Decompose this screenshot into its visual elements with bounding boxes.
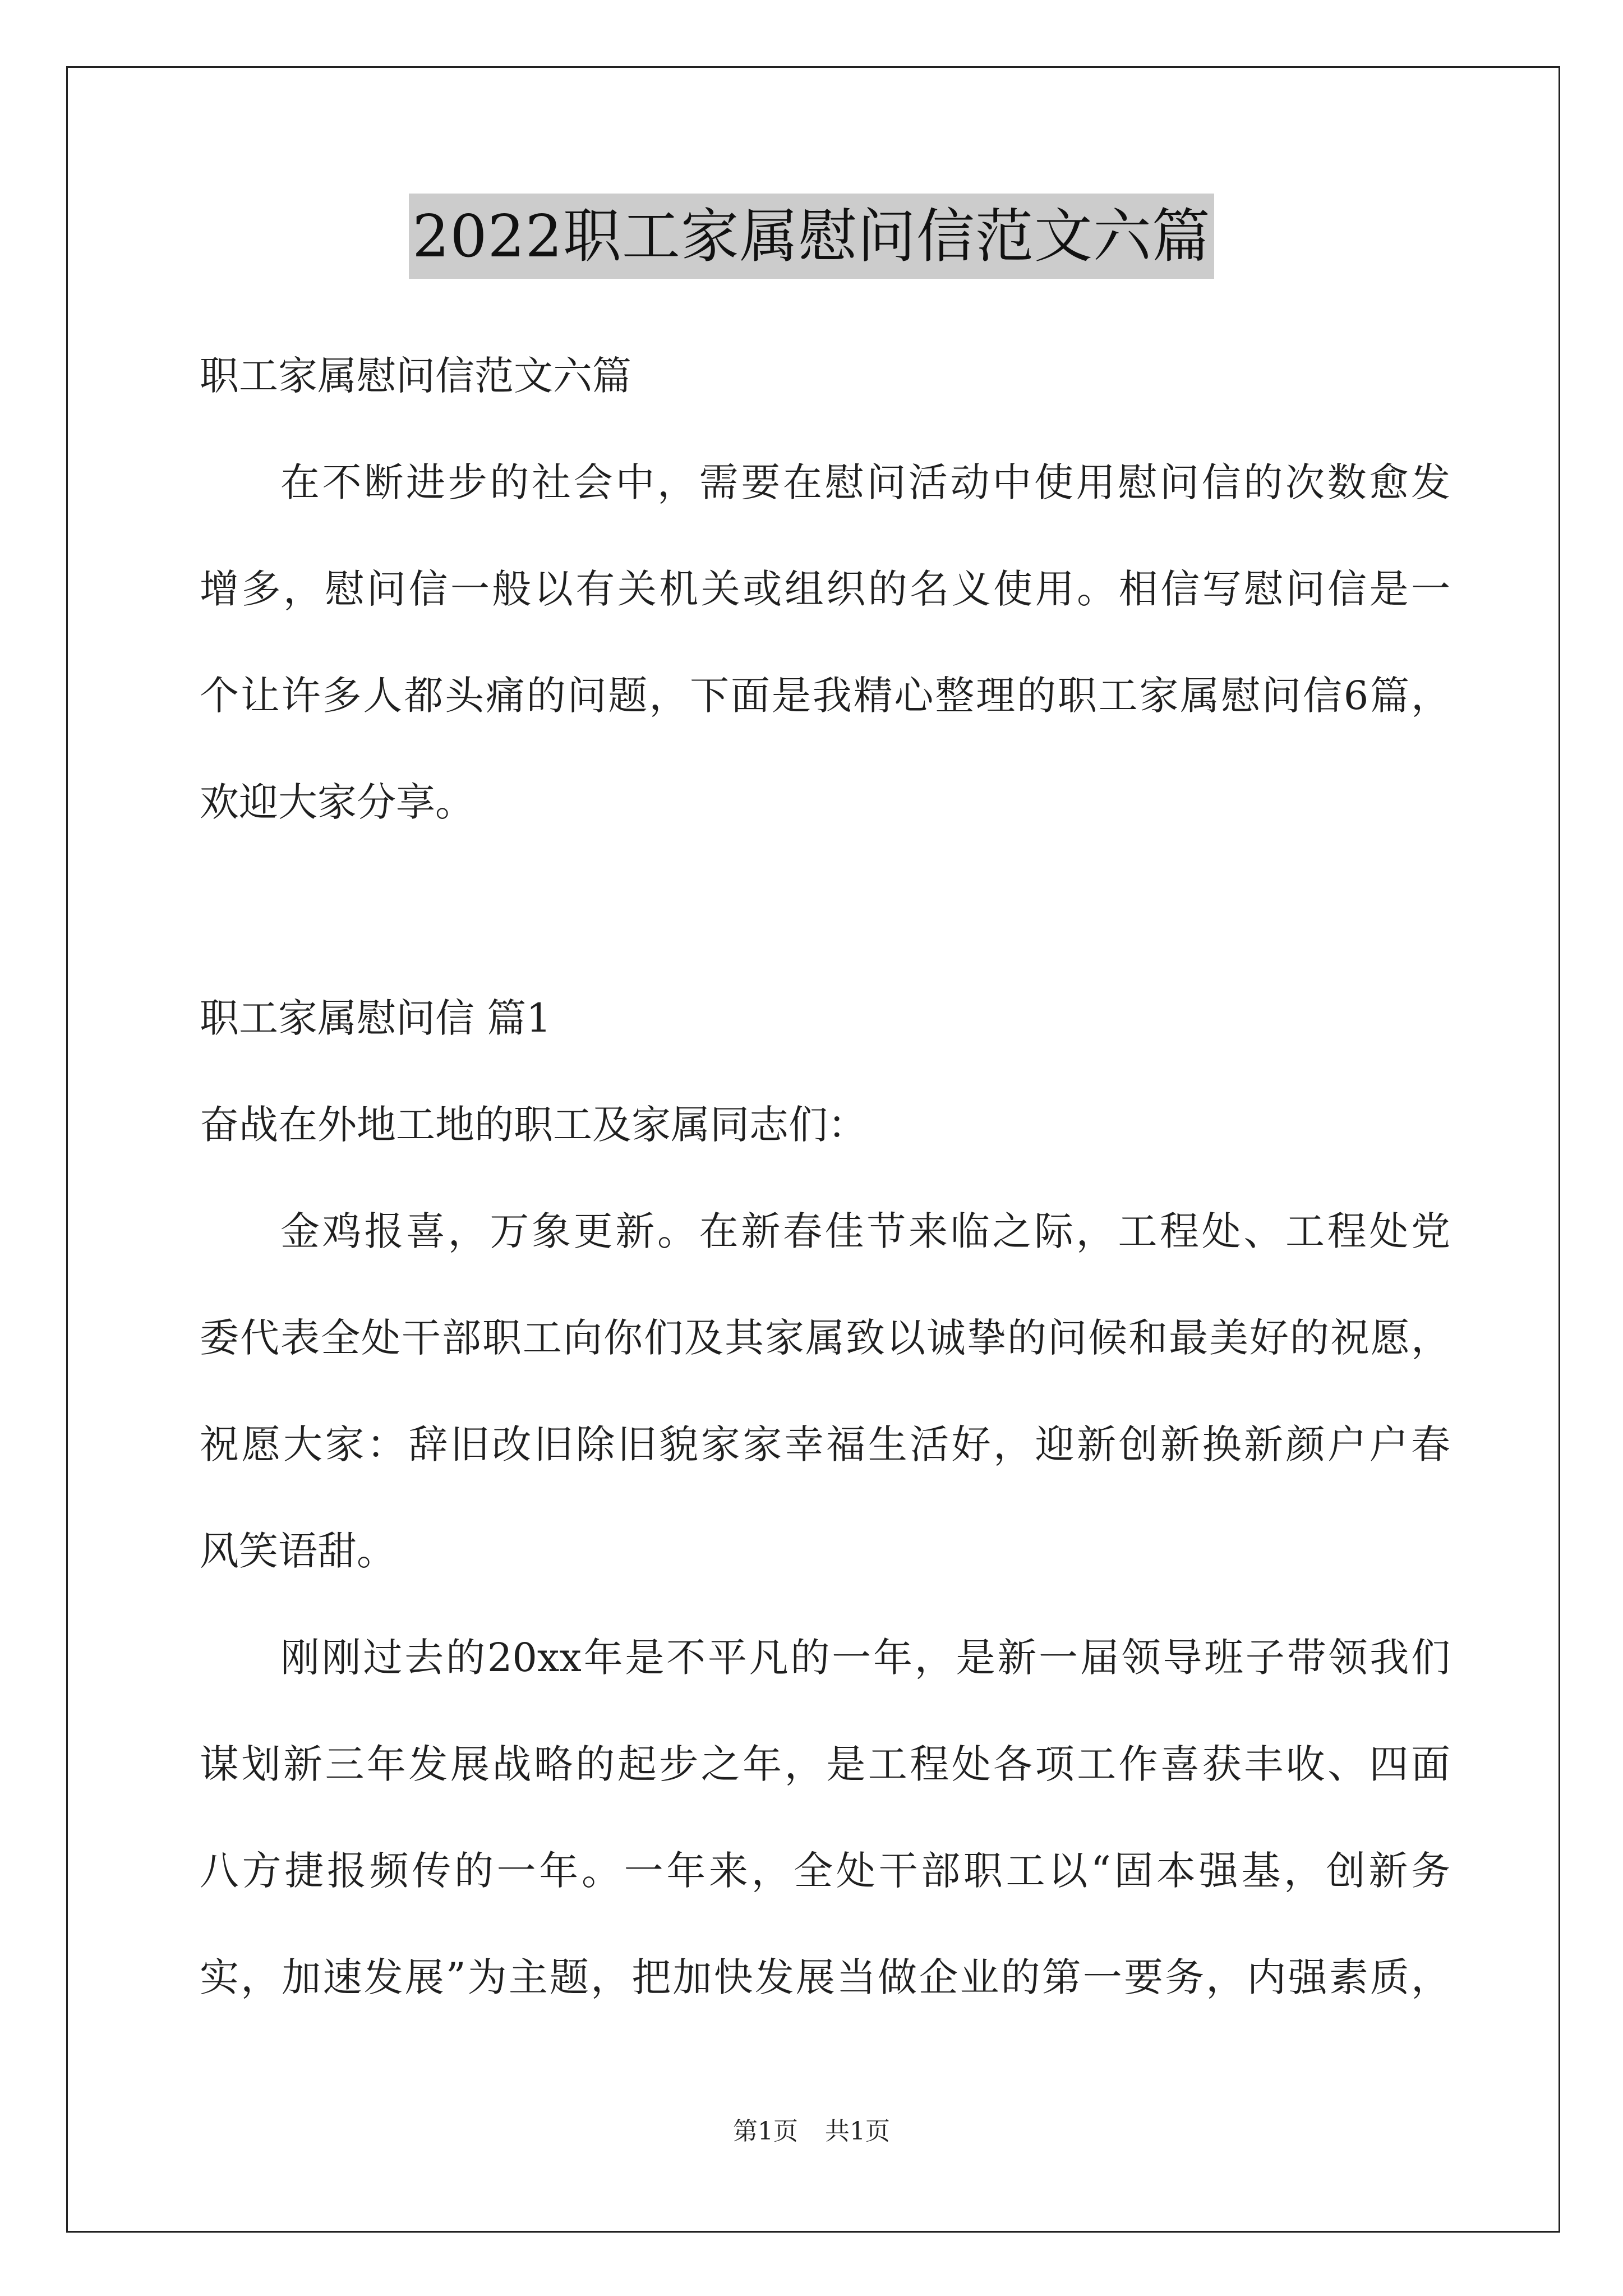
section-heading: 职工家属慰问信 篇1: [200, 995, 551, 1041]
para1-line: 委代表全处干部职工向你们及其家属致以诚挚的问候和最美好的祝愿，: [200, 1315, 1450, 1361]
para1-line: 风笑语甜。: [200, 1528, 396, 1574]
para2-line: 实，加速发展”为主题，把加快发展当做企业的第一要务，内强素质，: [200, 1954, 1450, 2000]
intro-line: 增多，慰问信一般以有关机关或组织的名义使用。相信写慰问信是一: [200, 566, 1450, 612]
para2-line: 八方捷报频传的一年。一年来，全处干部职工以“固本强基，创新务: [200, 1848, 1450, 1894]
intro-line: 欢迎大家分享。: [200, 779, 474, 825]
para2-line: 刚刚过去的20xx年是不平凡的一年，是新一届领导班子带领我们: [280, 1635, 1450, 1681]
para1-line: 金鸡报喜，万象更新。在新春佳节来临之际，工程处、工程处党: [280, 1208, 1450, 1254]
page-total-label: 共1页: [825, 2117, 890, 2146]
page-number-label: 第1页: [733, 2117, 798, 2146]
intro-line: 在不断进步的社会中，需要在慰问活动中使用慰问信的次数愈发: [280, 459, 1450, 505]
document-title: 2022职工家属慰问信范文六篇: [409, 194, 1214, 279]
document-subtitle: 职工家属慰问信范文六篇: [200, 353, 631, 399]
salutation: 奋战在外地工地的职工及家属同志们：: [200, 1102, 867, 1148]
para2-line: 谋划新三年发展战略的起步之年，是工程处各项工作喜获丰收、四面: [200, 1741, 1450, 1787]
page-footer: [0, 2115, 1623, 2148]
para1-line: 祝愿大家：辞旧改旧除旧貌家家幸福生活好，迎新创新换新颜户户春: [200, 1421, 1450, 1467]
title-container: [0, 194, 1623, 279]
intro-line: 个让许多人都头痛的问题，下面是我精心整理的职工家属慰问信6篇，: [200, 673, 1450, 719]
